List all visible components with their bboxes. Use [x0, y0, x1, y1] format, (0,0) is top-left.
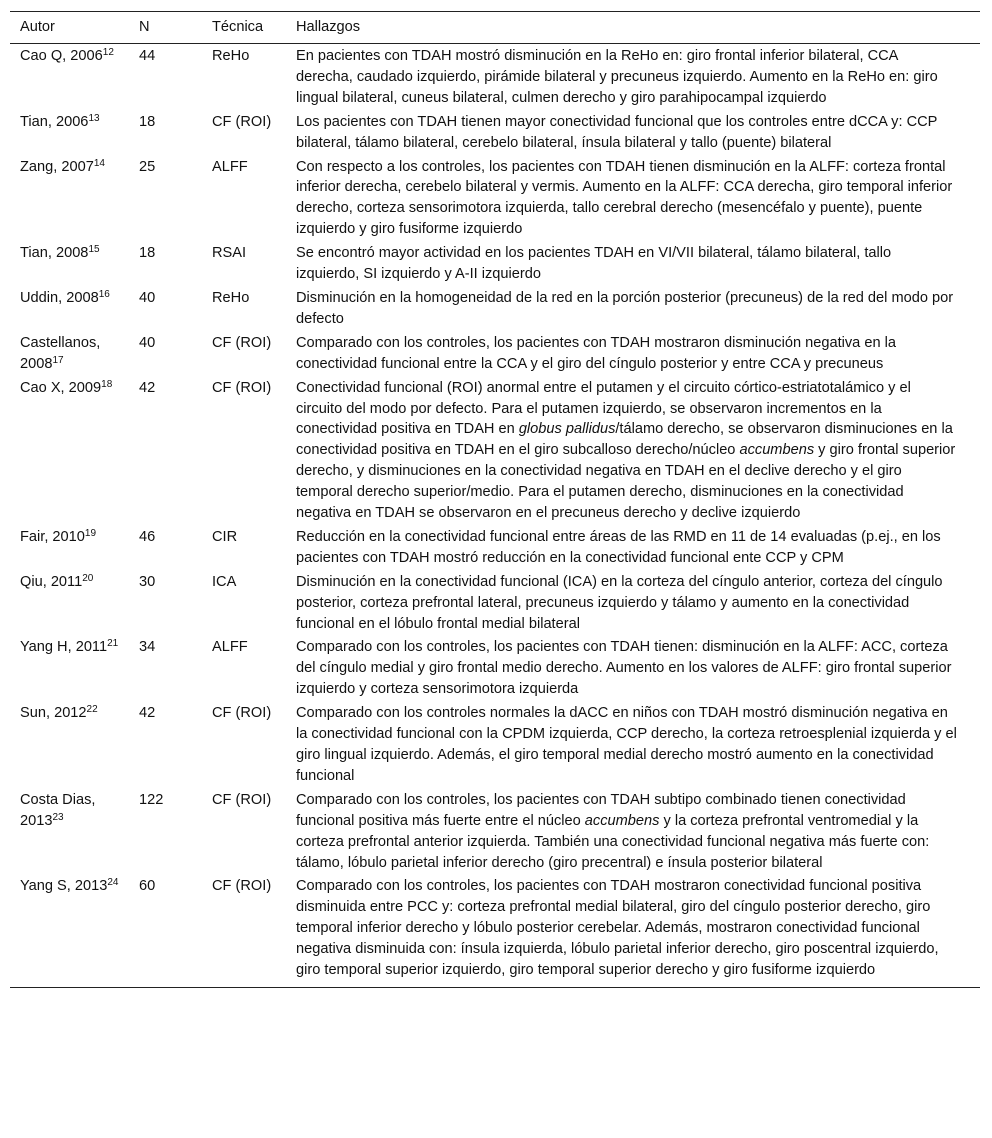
italic-term: globus pallidus [518, 421, 616, 438]
author-name: Yang S, 2013 [20, 878, 108, 895]
findings-text: Comparado con los controles, los pacientes con TDAH subtipo combinado tienen conectividad funcional positiva más fuerte entre el núcleo [296, 791, 906, 829]
reference-number: 24 [107, 877, 119, 889]
author-name: Castellanos, 2008 [20, 334, 101, 372]
table-row [10, 570, 980, 636]
table-row [10, 155, 980, 242]
technique-cell: ALFF [212, 639, 248, 656]
sample-size-cell: 42 [139, 705, 156, 722]
findings-cell [296, 635, 980, 701]
findings-cell [296, 155, 980, 242]
technique-cell: ReHo [212, 289, 250, 306]
author-name: Tian, 2006 [20, 113, 89, 130]
table-row [10, 635, 980, 701]
author-name: Sun, 2012 [20, 705, 87, 722]
header-findings: Hallazgos [296, 19, 361, 36]
findings-cell [296, 110, 980, 155]
findings-cell [296, 331, 980, 376]
table-header-row [10, 12, 980, 44]
author-name: Fair, 2010 [20, 528, 85, 545]
findings-cell [296, 376, 980, 525]
findings-text: Conectividad funcional (ROI) anormal entre el putamen y el circuito córtico-estriatotalámico y el circuito del modo por defecto. Para el putamen izquierdo, se observaron incrementos en la conectividad positiva en TDAH en [296, 379, 911, 438]
header-technique: Técnica [212, 19, 264, 36]
table-row [10, 376, 980, 525]
sample-size-cell: 18 [139, 245, 156, 262]
findings-text: Los pacientes con TDAH tienen mayor conectividad funcional que los controles entre dCCA y: CCP bilateral, tálamo bilateral, cerebelo bilateral, ínsula bilateral y tallo (puente) bilateral [296, 113, 938, 151]
table-row [10, 874, 980, 987]
technique-cell: CF (ROI) [212, 113, 272, 130]
sample-size-cell: 18 [139, 113, 156, 130]
findings-text: En pacientes con TDAH mostró disminución en la ReHo en: giro frontal inferior bilateral, CCA derecha, caudado izquierdo, pirámide bilateral y precuneus izquierdo. Aumento en la ReHo en: giro lingual bilateral, cuneus bilateral, culmen derecho y giro parahipocampal izquierdo [296, 48, 938, 106]
italic-term: accumbens [584, 812, 660, 829]
author-cell [10, 110, 135, 155]
sample-size-cell: 122 [139, 791, 164, 808]
findings-text: Se encontró mayor actividad en los pacientes TDAH en VI/VII bilateral, tálamo bilateral, tallo izquierdo, SI izquierdo y A-II izquierdo [296, 245, 892, 283]
reference-number: 23 [52, 811, 64, 823]
table-row [10, 701, 980, 788]
technique-cell: ReHo [212, 48, 250, 64]
findings-text: Comparado con los controles normales la dACC en niños con TDAH mostró disminución negativa en la conectividad funcional con la CPDM izquierda, CCP derecho, la corteza retroesplenial izquierda y el giro lingual izquierdo. Además, el giro temporal medial derecho mostró aumento en la conectividad funcional [296, 705, 957, 784]
author-name: Qiu, 2011 [20, 573, 83, 590]
author-name: Cao X, 2009 [20, 379, 102, 396]
sample-size-cell: 60 [139, 878, 156, 895]
reference-number: 17 [52, 354, 64, 366]
findings-text: Comparado con los controles, los pacientes con TDAH mostraron disminución negativa en la conectividad funcional entre la CCA y el giro del cíngulo posterior y entre CCA y precuneus [296, 334, 897, 372]
technique-cell: CF (ROI) [212, 334, 272, 351]
author-cell [10, 874, 135, 987]
sample-size-cell: 25 [139, 158, 156, 175]
studies-table [10, 11, 980, 988]
sample-size-cell: 30 [139, 573, 156, 590]
table-body [10, 44, 980, 988]
findings-text: Con respecto a los controles, los pacientes con TDAH tienen disminución en la ALFF: corteza frontal inferior derecha, cerebelo bilateral y vermis. Aumento en la ALFF: CCA derecha, giro temporal inferior derecho, corteza sensorimotora izquierda, tallo cerebral derecho (mesencéfalo y puente), puente izquierdo y giro fusiforme izquierdo [296, 158, 953, 238]
reference-number: 22 [86, 704, 98, 716]
findings-text: y la corteza prefrontal ventromedial y la corteza prefrontal anterior izquierda. También una conectividad funcional negativa más fuerte con: tálamo, lóbulo parietal inferior derecho (giro precentral) e ínsula posterior bilateral [296, 812, 930, 871]
findings-cell [296, 286, 980, 331]
findings-cell [296, 874, 980, 987]
author-cell [10, 788, 135, 875]
table-row [10, 110, 980, 155]
technique-cell: CF (ROI) [212, 705, 272, 722]
table-row [10, 788, 980, 875]
author-cell [10, 701, 135, 788]
sample-size-cell: 40 [139, 289, 156, 306]
reference-number: 14 [93, 157, 105, 169]
findings-text: y giro frontal superior derecho, y disminuciones en la conectividad negativa en TDAH en el declive derecho y el giro temporal derecho superior/medio. Para el putamen derecho, disminuciones en la conectividad negativa en TDAH se observaron en el precuneus derecho y declive izquierdo [296, 442, 956, 522]
table-row [10, 44, 980, 110]
table-row [10, 241, 980, 286]
technique-cell: ALFF [212, 158, 248, 175]
author-cell [10, 635, 135, 701]
findings-cell [296, 570, 980, 636]
technique-cell: CF (ROI) [212, 791, 272, 808]
author-cell [10, 155, 135, 242]
author-cell [10, 241, 135, 286]
sample-size-cell: 46 [139, 528, 156, 545]
header-n: N [139, 19, 150, 36]
author-cell [10, 570, 135, 636]
findings-cell [296, 525, 980, 570]
author-cell [10, 286, 135, 331]
findings-text: Comparado con los controles, los pacientes con TDAH mostraron conectividad funcional positiva disminuida entre PCC y: corteza prefrontal medial bilateral, giro del cíngulo posterior derecho, giro temporal inferior derecho y lóbulo posterior cerebelar. Además, mostraron conectividad funcional negativa disminuida con: ínsula izquierda, lóbulo parietal inferior derecho, giro poscentral izquierdo, giro temporal superior izquierdo, giro temporal superior derecho y giro fusiforme izquierdo [296, 878, 939, 979]
findings-text: Reducción en la conectividad funcional entre áreas de las RMD en 11 de 14 evaluadas (p.ej., en los pacientes con TDAH mostró reducción en la conectividad funcional ente CCP y CPM [296, 528, 941, 566]
author-name: Cao Q, 2006 [20, 48, 103, 64]
reference-number: 15 [88, 244, 100, 256]
technique-cell: CF (ROI) [212, 878, 272, 895]
reference-number: 19 [84, 527, 97, 539]
findings-text: Disminución en la homogeneidad de la red en la porción posterior (precuneus) de la red del modo por defecto [296, 289, 954, 327]
sample-size-cell: 34 [139, 639, 156, 656]
author-cell [10, 44, 135, 110]
results-table-container [10, 11, 980, 988]
table-row [10, 331, 980, 376]
reference-number: 16 [98, 288, 110, 300]
author-name: Uddin, 2008 [20, 289, 99, 306]
findings-text: /tálamo derecho, se observaron disminuciones en la conectividad positiva en TDAH en el giro subcalloso derecho/núcleo [296, 421, 953, 459]
sample-size-cell: 42 [139, 379, 156, 396]
findings-text: Disminución en la conectividad funcional (ICA) en la corteza del cíngulo anterior, corteza del cíngulo posterior, corteza prefrontal lateral, precuneus izquierdo y tálamo y aumento en la conectividad funcional en el lóbulo frontal medial bilateral [296, 573, 943, 632]
technique-cell: RSAI [212, 245, 247, 262]
findings-text: Comparado con los controles, los pacientes con TDAH tienen: disminución en la ALFF: ACC, corteza del cíngulo medial y giro frontal medio derecho. Aumento en los valores de ALFF: giro frontal superior izquierdo y corteza sensorimotora izquierda [296, 639, 952, 698]
author-cell [10, 525, 135, 570]
findings-cell [296, 241, 980, 286]
technique-cell: CF (ROI) [212, 379, 272, 396]
italic-term: accumbens [739, 442, 815, 459]
sample-size-cell: 40 [139, 334, 156, 351]
reference-number: 13 [88, 112, 100, 124]
author-name: Zang, 2007 [20, 158, 94, 175]
findings-cell [296, 44, 980, 110]
author-name: Tian, 2008 [20, 245, 89, 262]
findings-cell [296, 701, 980, 788]
author-name: Yang H, 2011 [20, 639, 108, 656]
technique-cell: ICA [212, 573, 237, 590]
reference-number: 12 [102, 47, 114, 58]
reference-number: 21 [107, 638, 119, 650]
technique-cell: CIR [212, 528, 238, 545]
reference-number: 20 [82, 572, 94, 584]
table-row [10, 286, 980, 331]
findings-cell [296, 788, 980, 875]
author-cell [10, 331, 135, 376]
author-name: Costa Dias, 2013 [20, 791, 96, 829]
reference-number: 18 [101, 378, 113, 390]
sample-size-cell: 44 [139, 48, 156, 64]
header-author: Autor [20, 19, 55, 36]
author-cell [10, 376, 135, 525]
table-row [10, 525, 980, 570]
